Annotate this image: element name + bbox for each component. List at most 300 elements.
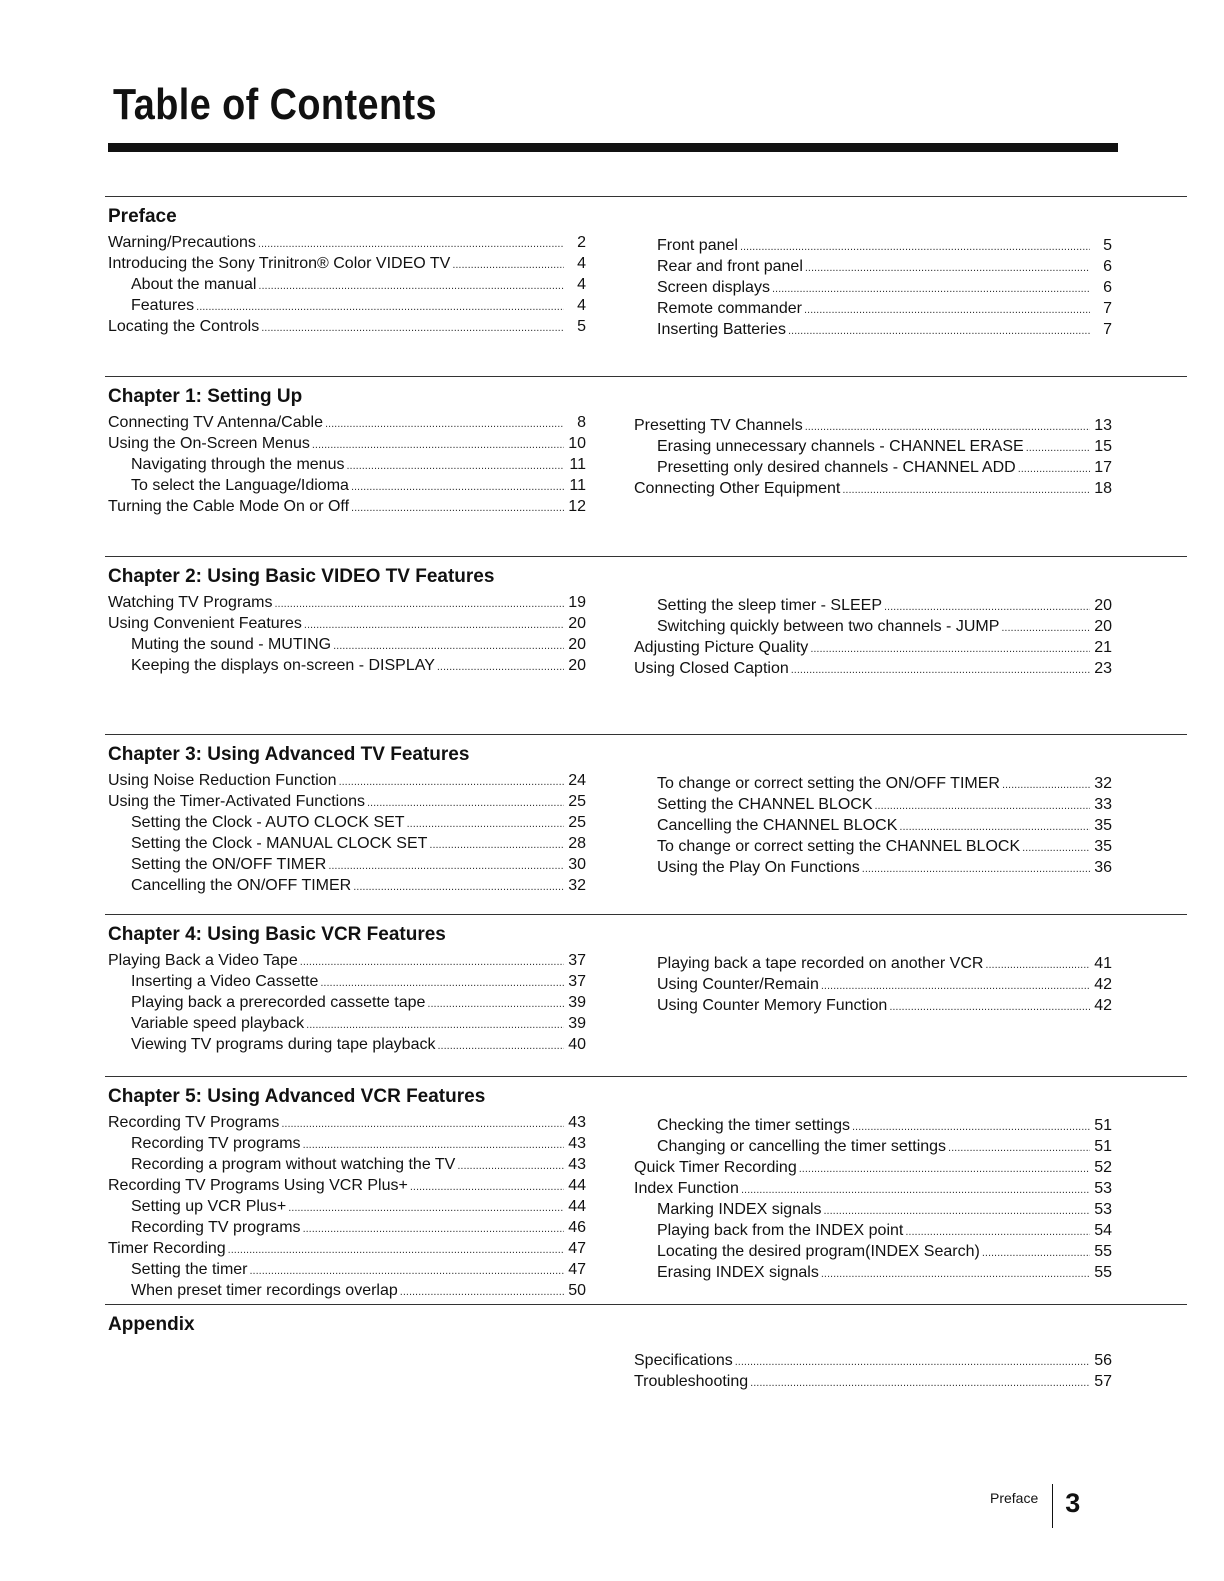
toc-entry-title: Variable speed playback [131,1015,305,1032]
dot-leader [750,1374,1090,1393]
toc-column-right [634,954,1112,1056]
toc-entry-page: 55 [1094,1243,1112,1260]
toc-entry-title: Warning/Precautions [108,234,256,251]
toc-entry-title: Using the Play On Functions [657,859,860,876]
toc-entry-page: 28 [568,835,586,852]
toc-entry[interactable] [634,795,1112,816]
toc-entry-page: 54 [1094,1222,1112,1239]
dot-leader [306,1016,564,1035]
footer-section-label: Preface [990,1490,1039,1506]
toc-entry-page: 44 [568,1198,586,1215]
dot-leader [250,1262,565,1281]
toc-entry[interactable] [634,1200,1112,1221]
toc-entry-page: 39 [568,994,586,1011]
toc-entry-page: 6 [1103,258,1112,275]
toc-entry-title: Playing back from the INDEX point [657,1222,904,1239]
toc-entry[interactable] [634,1158,1112,1179]
dot-leader [804,301,1090,320]
page-footer [990,1484,1080,1528]
toc-entry-title: Using Closed Caption [634,660,789,677]
dot-leader [320,974,564,993]
dot-leader [457,1157,564,1176]
toc-column-left [108,233,586,341]
dot-leader [788,322,1090,341]
toc-entry-page: 39 [568,1015,586,1032]
toc-entry-page: 15 [1094,438,1112,455]
toc-entry[interactable] [108,771,586,792]
section-columns [105,233,1187,341]
toc-entry-page: 7 [1103,300,1112,317]
dot-leader [905,1223,1090,1242]
section-heading: Chapter 1: Setting Up [108,386,303,407]
dot-leader [799,1160,1090,1179]
toc-entry-title: Setting the Clock - MANUAL CLOCK SET [131,835,428,852]
toc-entry-page: 17 [1094,459,1112,476]
toc-entry-page: 20 [568,657,586,674]
toc-entry[interactable] [634,257,1112,278]
section-heading: Preface [108,206,177,227]
toc-entry[interactable] [108,972,586,993]
dot-leader [407,815,564,834]
toc-entry[interactable] [108,792,586,813]
toc-entry-page: 12 [568,498,586,515]
toc-entry-title: Turning the Cable Mode On or Off [108,498,350,515]
toc-entry[interactable] [108,593,586,614]
toc-entry[interactable] [634,996,1112,1017]
toc-entry-page: 46 [568,1219,586,1236]
dot-leader [275,595,565,614]
toc-entry[interactable] [108,855,586,876]
toc-column-right [634,416,1112,518]
toc-entry-page: 47 [568,1240,586,1257]
toc-entry-page: 7 [1103,321,1112,338]
dot-leader [304,616,564,635]
toc-entry-page: 37 [568,952,586,969]
toc-entry-title: When preset timer recordings overlap [131,1282,398,1299]
toc-entry-title: Switching quickly between two channels - JUMP [657,618,1000,635]
toc-entry-title: Front panel [657,237,738,254]
toc-entry-page: 20 [568,615,586,632]
toc-entry-page: 53 [1094,1201,1112,1218]
toc-entry[interactable] [108,1218,586,1239]
section-heading: Chapter 4: Using Basic VCR Features [108,924,446,945]
toc-section-chapter-4 [105,914,1187,1056]
toc-entry-page: 43 [568,1114,586,1131]
toc-entry-title: Rear and front panel [657,258,803,275]
toc-entry[interactable] [634,1351,1112,1372]
dot-leader [228,1241,564,1260]
toc-entry-page: 57 [1094,1373,1112,1390]
toc-entry[interactable] [108,834,586,855]
toc-entry[interactable] [634,458,1112,479]
footer-divider [1052,1484,1053,1528]
dot-leader [852,1118,1090,1137]
toc-column-right [634,1116,1112,1302]
toc-entry-page: 32 [568,877,586,894]
toc-entry-page: 24 [568,772,586,789]
dot-leader [429,836,564,855]
toc-entry[interactable] [634,479,1112,500]
toc-entry-page: 8 [577,414,586,431]
section-rule [105,1304,1187,1305]
toc-entry-title: Recording TV programs [131,1219,301,1236]
section-columns [105,1341,1187,1393]
toc-entry[interactable] [108,476,586,497]
toc-entry-title: Erasing INDEX signals [657,1264,819,1281]
toc-entry[interactable] [108,1260,586,1281]
toc-entry-title: Remote commander [657,300,802,317]
toc-entry[interactable] [108,614,586,635]
toc-entry[interactable] [108,1014,586,1035]
toc-entry-title: Index Function [634,1180,739,1197]
dot-leader [258,277,564,296]
toc-entry-title: Using the On-Screen Menus [108,435,310,452]
toc-entry-title: Recording TV Programs Using VCR Plus+ [108,1177,408,1194]
toc-entry-page: 37 [568,973,586,990]
toc-entry[interactable] [634,416,1112,437]
toc-entry[interactable] [108,1134,586,1155]
toc-column-right [634,596,1112,680]
toc-column-left [108,1341,586,1393]
toc-entry-page: 6 [1103,279,1112,296]
toc-entry-title: Keeping the displays on-screen - DISPLAY [131,657,435,674]
toc-entry[interactable] [634,954,1112,975]
toc-entry[interactable] [108,1176,586,1197]
toc-entry-title: Playing back a prerecorded cassette tape [131,994,426,1011]
dot-leader [325,415,564,434]
toc-entry-title: Presetting only desired channels - CHANNEL ADD [657,459,1016,476]
toc-entry-page: 20 [1094,618,1112,635]
toc-entry[interactable] [634,1116,1112,1137]
toc-entry-page: 55 [1094,1264,1112,1281]
dot-leader [884,598,1090,617]
dot-leader [948,1139,1090,1158]
toc-entry-page: 25 [568,793,586,810]
toc-entry-page: 52 [1094,1159,1112,1176]
toc-column-left [108,771,586,897]
dot-leader [1018,460,1090,479]
dot-leader [889,998,1090,1017]
toc-entry[interactable] [108,1239,586,1260]
toc-entry[interactable] [108,1113,586,1134]
toc-section-chapter-5 [105,1076,1187,1302]
dot-leader [1022,839,1090,858]
dot-leader [261,319,564,338]
toc-entry-title: Locating the Controls [108,318,260,335]
toc-entry-title: Adjusting Picture Quality [634,639,809,656]
toc-column-right [634,1351,1112,1393]
toc-entry-page: 30 [568,856,586,873]
toc-entry-page: 35 [1094,817,1112,834]
toc-entry[interactable] [108,876,586,897]
dot-leader [810,640,1090,659]
toc-entry[interactable] [108,993,586,1014]
toc-entry[interactable] [634,816,1112,837]
section-heading: Chapter 5: Using Advanced VCR Features [108,1086,486,1107]
dot-leader [351,478,564,497]
toc-entry[interactable] [634,437,1112,458]
dot-leader [312,436,564,455]
toc-entry-title: Recording TV programs [131,1135,301,1152]
dot-leader [735,1353,1090,1372]
toc-entry-page: 20 [568,636,586,653]
dot-leader [791,661,1090,680]
toc-entry-title: Setting the timer [131,1261,248,1278]
toc-entry[interactable] [108,1035,586,1056]
toc-entry-page: 51 [1094,1138,1112,1155]
toc-entry-title: To change or correct setting the ON/OFF TIMER [657,775,1000,792]
toc-column-left [108,1113,586,1302]
toc-entry[interactable] [108,275,586,296]
dot-leader [1002,776,1090,795]
dot-leader [437,1037,564,1056]
toc-entry-title: Using Noise Reduction Function [108,772,337,789]
toc-entry-page: 10 [568,435,586,452]
toc-entry-title: Recording TV Programs [108,1114,280,1131]
toc-entry[interactable] [634,659,1112,680]
dot-leader [899,818,1090,837]
toc-entry-title: Connecting TV Antenna/Cable [108,414,323,431]
toc-entry[interactable] [108,1197,586,1218]
toc-entry[interactable] [108,951,586,972]
toc-entry[interactable] [634,774,1112,795]
toc-entry-page: 43 [568,1135,586,1152]
toc-entry[interactable] [634,837,1112,858]
toc-entry[interactable] [634,299,1112,320]
toc-entry[interactable] [108,233,586,254]
dot-leader [805,259,1090,278]
toc-entry-title: Setting the sleep timer - SLEEP [657,597,882,614]
dot-leader [281,1115,564,1134]
toc-entry[interactable] [108,413,586,434]
toc-entry-title: Setting the ON/OFF TIMER [131,856,327,873]
toc-entry[interactable] [634,236,1112,257]
section-rule [105,556,1187,557]
dot-leader [410,1178,564,1197]
toc-entry[interactable] [634,1263,1112,1284]
toc-entry[interactable] [108,1281,586,1302]
toc-entry-page: 20 [1094,597,1112,614]
toc-entry[interactable] [108,656,586,677]
toc-column-left [108,593,586,680]
toc-entry-title: To change or correct setting the CHANNEL BLOCK [657,838,1021,855]
toc-entry[interactable] [108,455,586,476]
dot-leader [824,1202,1091,1221]
page-title: Table of Contents [113,80,438,129]
toc-entry-title: Quick Timer Recording [634,1159,797,1176]
dot-leader [772,280,1090,299]
toc-entry-page: 2 [577,234,586,251]
section-columns [105,413,1187,518]
toc-entry-page: 35 [1094,838,1112,855]
toc-entry[interactable] [108,497,586,518]
dot-leader [367,794,564,813]
dot-leader [740,238,1090,257]
dot-leader [805,418,1090,437]
dot-leader [333,637,564,656]
dot-leader [300,953,564,972]
dot-leader [741,1181,1090,1200]
dot-leader [1026,439,1090,458]
toc-entry-title: Presetting TV Channels [634,417,803,434]
toc-entry-page: 50 [568,1282,586,1299]
dot-leader [842,481,1090,500]
toc-entry-page: 5 [1103,237,1112,254]
toc-entry-page: 25 [568,814,586,831]
toc-section-appendix [105,1304,1187,1393]
toc-entry[interactable] [634,1242,1112,1263]
toc-section-chapter-3 [105,734,1187,897]
section-columns [105,771,1187,897]
dot-leader [821,1265,1090,1284]
toc-entry-title: Recording a program without watching the TV [131,1156,456,1173]
toc-entry-title: Connecting Other Equipment [634,480,841,497]
toc-entry-page: 42 [1094,976,1112,993]
toc-entry-page: 13 [1094,417,1112,434]
toc-entry-title: Timer Recording [108,1240,226,1257]
dot-leader [346,457,564,476]
toc-entry-title: Playing back a tape recorded on another VCR [657,955,984,972]
dot-leader [351,499,564,518]
section-rule [105,914,1187,915]
toc-entry-title: Setting up VCR Plus+ [131,1198,287,1215]
toc-entry-title: To select the Language/Idioma [131,477,349,494]
toc-entry-page: 40 [568,1036,586,1053]
toc-entry-page: 19 [568,594,586,611]
dot-leader [400,1283,564,1302]
toc-entry-page: 33 [1094,796,1112,813]
dot-leader [862,860,1090,879]
toc-entry[interactable] [634,596,1112,617]
toc-entry-page: 41 [1094,955,1112,972]
toc-entry-title: Marking INDEX signals [657,1201,822,1218]
toc-entry-page: 21 [1094,639,1112,656]
footer-page-number: 3 [1065,1488,1081,1518]
dot-leader [303,1220,564,1239]
dot-leader [339,773,564,792]
dot-leader [288,1199,564,1218]
toc-entry-page: 23 [1094,660,1112,677]
toc-entry-title: Screen displays [657,279,770,296]
toc-entry-title: Using Convenient Features [108,615,302,632]
toc-entry[interactable] [634,1137,1112,1158]
toc-entry-title: Setting the Clock - AUTO CLOCK SET [131,814,405,831]
toc-column-left [108,951,586,1056]
toc-entry-title: Troubleshooting [634,1373,749,1390]
section-heading: Chapter 2: Using Basic VIDEO TV Features [108,566,495,587]
toc-entry[interactable] [634,975,1112,996]
section-rule [105,196,1187,197]
toc-entry[interactable] [108,254,586,275]
toc-entry[interactable] [108,813,586,834]
toc-entry-page: 47 [568,1261,586,1278]
toc-entry[interactable] [634,617,1112,638]
toc-entry-title: Inserting Batteries [657,321,786,338]
toc-entry-title: Setting the CHANNEL BLOCK [657,796,873,813]
toc-column-left [108,413,586,518]
dot-leader [328,857,564,876]
toc-entry[interactable] [634,1179,1112,1200]
toc-entry-page: 18 [1094,480,1112,497]
toc-entry-title: About the manual [131,276,257,293]
toc-entry[interactable] [634,278,1112,299]
dot-leader [258,235,564,254]
toc-entry[interactable] [108,434,586,455]
toc-entry[interactable] [634,638,1112,659]
section-heading: Appendix [108,1314,195,1335]
toc-entry-page: 32 [1094,775,1112,792]
toc-entry[interactable] [108,296,586,317]
toc-entry-title: Erasing unnecessary channels - CHANNEL ERASE [657,438,1024,455]
toc-section-preface [105,196,1187,341]
toc-entry-title: Muting the sound - MUTING [131,636,332,653]
toc-section-chapter-2 [105,556,1187,680]
toc-column-right [634,236,1112,341]
toc-entry-page: 4 [577,255,586,272]
toc-entry-page: 56 [1094,1352,1112,1369]
toc-entry-title: Watching TV Programs [108,594,273,611]
section-columns [105,951,1187,1056]
dot-leader [303,1136,564,1155]
dot-leader [985,956,1090,975]
toc-entry-page: 11 [569,456,586,473]
toc-entry-title: Features [131,297,195,314]
section-columns [105,593,1187,680]
section-rule [105,734,1187,735]
toc-entry-page: 43 [568,1156,586,1173]
toc-entry-page: 53 [1094,1180,1112,1197]
dot-leader [1001,619,1090,638]
toc-entry-title: Playing Back a Video Tape [108,952,298,969]
toc-entry[interactable] [108,317,586,338]
dot-leader [982,1244,1090,1263]
toc-entry-page: 51 [1094,1117,1112,1134]
toc-entry-title: Using Counter Memory Function [657,997,888,1014]
section-rule [105,376,1187,377]
toc-entry-page: 36 [1094,859,1112,876]
toc-entry-title: Locating the desired program(INDEX Search) [657,1243,980,1260]
toc-entry-title: Checking the timer settings [657,1117,850,1134]
toc-entry[interactable] [634,1372,1112,1393]
dot-leader [353,878,564,897]
toc-entry-title: Cancelling the CHANNEL BLOCK [657,817,898,834]
title-rule [108,143,1118,152]
toc-entry-page: 5 [577,318,586,335]
toc-entry-page: 4 [577,276,586,293]
toc-entry-page: 4 [577,297,586,314]
toc-entry[interactable] [634,320,1112,341]
toc-entry-title: Inserting a Video Cassette [131,973,319,990]
dot-leader [821,977,1090,996]
toc-section-chapter-1 [105,376,1187,518]
toc-entry-page: 42 [1094,997,1112,1014]
dot-leader [437,658,564,677]
toc-entry-title: Cancelling the ON/OFF TIMER [131,877,352,894]
toc-entry[interactable] [634,858,1112,879]
toc-entry-title: Viewing TV programs during tape playback [131,1036,436,1053]
toc-entry-page: 44 [568,1177,586,1194]
toc-entry[interactable] [634,1221,1112,1242]
toc-entry[interactable] [108,1155,586,1176]
toc-entry-title: Introducing the Sony Trinitron® Color VIDEO TV [108,255,451,272]
toc-column-right [634,774,1112,897]
toc-entry[interactable] [108,635,586,656]
toc-entry-title: Navigating through the menus [131,456,345,473]
dot-leader [427,995,564,1014]
section-heading: Chapter 3: Using Advanced TV Features [108,744,470,765]
toc-entry-title: Changing or cancelling the timer settings [657,1138,947,1155]
dot-leader [452,256,564,275]
